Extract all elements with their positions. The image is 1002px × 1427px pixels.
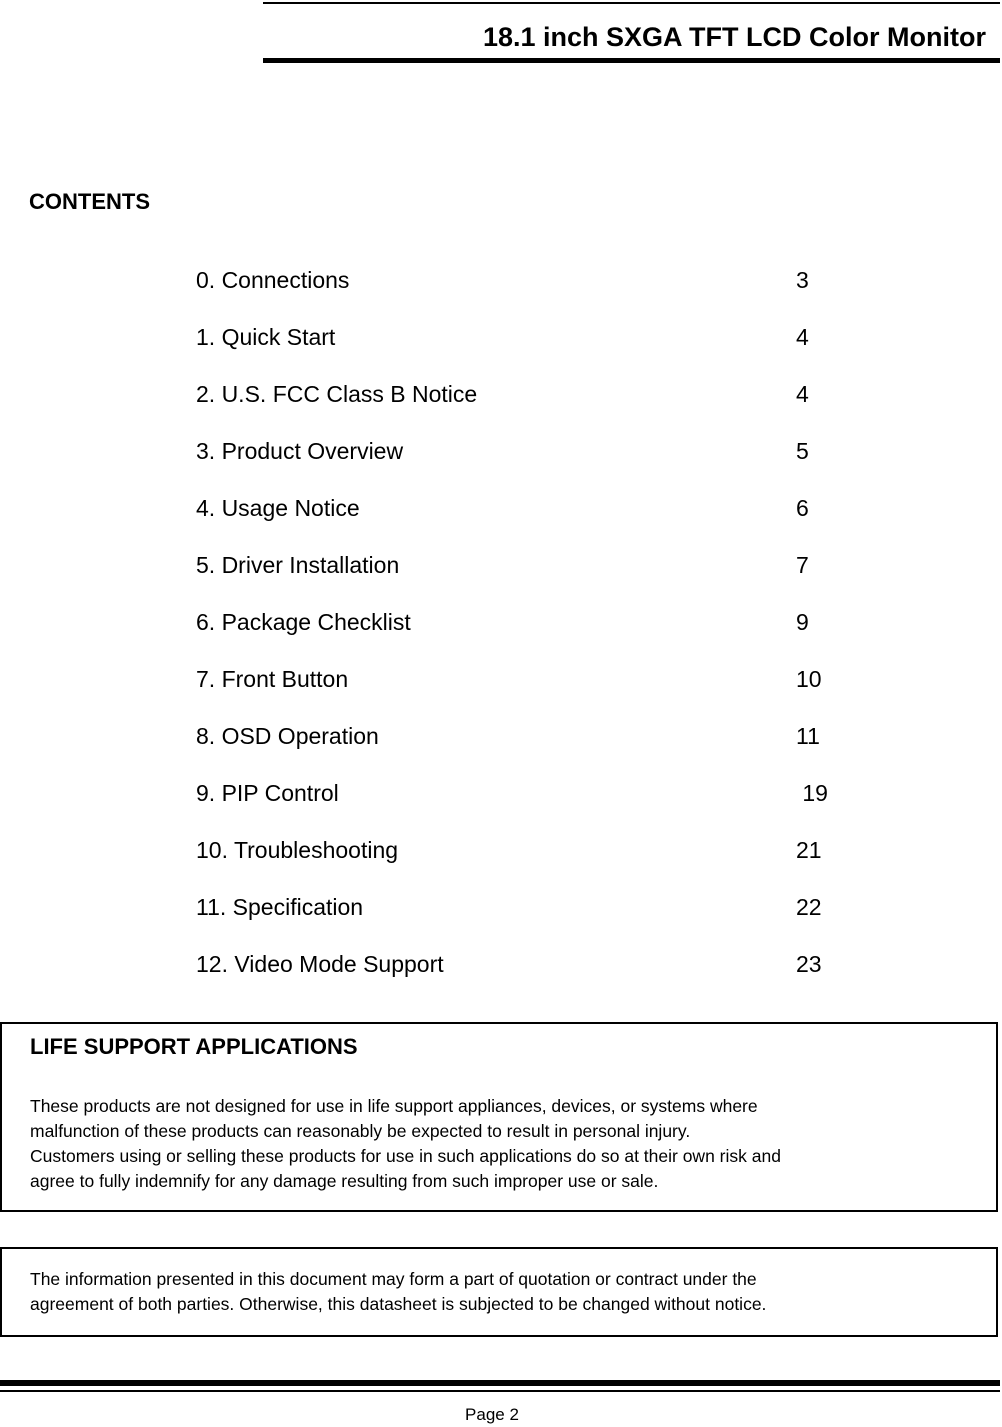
toc-entry-label: 3. Product Overview bbox=[196, 438, 404, 464]
toc-entry-page: 11 bbox=[796, 723, 820, 749]
toc-entry-page: 22 bbox=[796, 894, 822, 920]
contents-heading: CONTENTS bbox=[29, 189, 150, 214]
information-notice-box bbox=[0, 1247, 998, 1337]
table-of-contents bbox=[0, 262, 1002, 1003]
toc-entry-page: 10 bbox=[796, 666, 822, 692]
toc-entry-page: 3 bbox=[796, 267, 809, 293]
life-support-line: agree to fully indemnify for any damage resulting from such improper use or sale. bbox=[30, 1171, 659, 1191]
toc-entry-label: 9. PIP Control bbox=[196, 780, 339, 806]
toc-entry-page: 21 bbox=[796, 837, 822, 863]
footer-thin-rule bbox=[0, 1390, 1000, 1392]
life-support-text bbox=[30, 1094, 980, 1194]
toc-entry-label: 8. OSD Operation bbox=[196, 723, 379, 749]
toc-entry-front-button bbox=[0, 661, 1002, 718]
toc-entry-video-mode-support bbox=[0, 946, 1002, 1003]
header-bottom-rule bbox=[263, 58, 1000, 63]
toc-entry-label: 0. Connections bbox=[196, 267, 350, 293]
toc-entry-label: 1. Quick Start bbox=[196, 324, 336, 350]
toc-entry-usage-notice bbox=[0, 490, 1002, 547]
toc-entry-label: 6. Package Checklist bbox=[196, 609, 411, 635]
page-number: Page 2 bbox=[465, 1405, 519, 1424]
toc-entry-pip-control bbox=[0, 775, 1002, 832]
footer-thick-rule bbox=[0, 1380, 1000, 1386]
toc-entry-product-overview bbox=[0, 433, 1002, 490]
toc-entry-page: 19 bbox=[796, 780, 828, 806]
toc-entry-page: 4 bbox=[796, 381, 809, 407]
toc-entry-page: 4 bbox=[796, 324, 809, 350]
toc-entry-label: 12. Video Mode Support bbox=[196, 951, 444, 977]
toc-entry-page: 6 bbox=[796, 495, 809, 521]
life-support-line: Customers using or selling these products for use in such applications do so at their own risk and bbox=[30, 1146, 781, 1166]
information-line: The information presented in this document may form a part of quotation or contract under the bbox=[30, 1269, 757, 1289]
toc-entry-label: 5. Driver Installation bbox=[196, 552, 400, 578]
life-support-line: malfunction of these products can reasonably be expected to result in personal injury. bbox=[30, 1121, 691, 1141]
toc-entry-page: 7 bbox=[796, 552, 809, 578]
toc-entry-page: 23 bbox=[796, 951, 822, 977]
toc-entry-quick-start bbox=[0, 319, 1002, 376]
toc-entry-package-checklist bbox=[0, 604, 1002, 661]
document-title: 18.1 inch SXGA TFT LCD Color Monitor bbox=[482, 22, 986, 52]
toc-entry-label: 10. Troubleshooting bbox=[196, 837, 399, 863]
toc-entry-fcc-notice bbox=[0, 376, 1002, 433]
toc-entry-label: 2. U.S. FCC Class B Notice bbox=[196, 381, 478, 407]
toc-entry-page: 5 bbox=[796, 438, 809, 464]
life-support-heading: LIFE SUPPORT APPLICATIONS bbox=[30, 1034, 358, 1059]
toc-entry-osd-operation bbox=[0, 718, 1002, 775]
toc-entry-label: 4. Usage Notice bbox=[196, 495, 360, 521]
toc-entry-connections bbox=[0, 262, 1002, 319]
life-support-notice-box bbox=[0, 1022, 998, 1212]
toc-entry-label: 7. Front Button bbox=[196, 666, 349, 692]
life-support-line: These products are not designed for use in life support appliances, devices, or systems where bbox=[30, 1096, 758, 1116]
information-line: agreement of both parties. Otherwise, this datasheet is subjected to be changed without notice. bbox=[30, 1294, 767, 1314]
toc-entry-troubleshooting bbox=[0, 832, 1002, 889]
toc-entry-specification bbox=[0, 889, 1002, 946]
toc-entry-label: 11. Specification bbox=[196, 894, 364, 920]
toc-entry-page: 9 bbox=[796, 609, 809, 635]
header-top-rule bbox=[263, 2, 1000, 4]
information-text bbox=[30, 1267, 980, 1317]
toc-entry-driver-installation bbox=[0, 547, 1002, 604]
